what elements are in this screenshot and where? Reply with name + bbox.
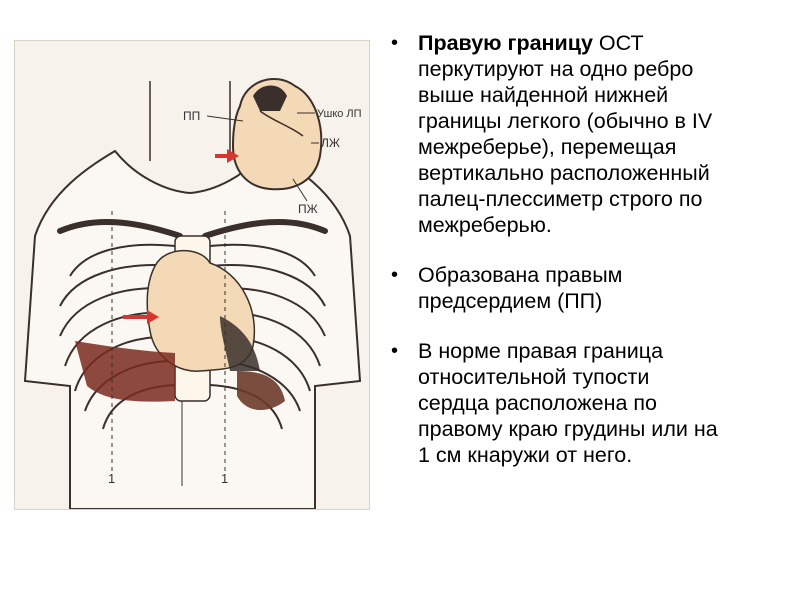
bullet-item (387, 262, 792, 314)
bullet-body-text: ОСТ перкутируют на одно ребро выше найденной нижней границы легкого (обычно в IV межреберье), перемещая вертикально расположенный палец-плессиметр строго по межреберью. (418, 31, 713, 237)
bullet-item (387, 338, 792, 468)
bullet-text (418, 339, 718, 467)
label-right-atrium: ПП (183, 109, 201, 123)
bullet-marker: • (391, 340, 399, 362)
line-label-left: 1 (108, 471, 116, 486)
line-label-right: 1 (221, 471, 229, 486)
bullet-text (418, 263, 622, 313)
bullet-marker: • (391, 264, 399, 286)
label-right-ventricle: ПЖ (298, 202, 318, 216)
label-left-ventricle: ЛЖ (321, 136, 340, 150)
label-auricle-left-atrium: Ушко ЛП (317, 108, 362, 120)
chest-heart-illustration (15, 41, 369, 509)
bullet-marker: • (391, 32, 399, 54)
anatomy-figure (14, 40, 370, 510)
bullet-bold-text: Правую границу (418, 31, 593, 55)
bullet-list (387, 30, 792, 492)
bullet-body-text: Образована правым предсердием (ПП) (418, 263, 623, 313)
bullet-item (387, 30, 792, 238)
bullet-body-text: В норме правая граница относительной тупости сердца расположена по правому краю грудины или на 1 см кнаружи от него. (418, 339, 718, 467)
bullet-text (418, 31, 712, 237)
